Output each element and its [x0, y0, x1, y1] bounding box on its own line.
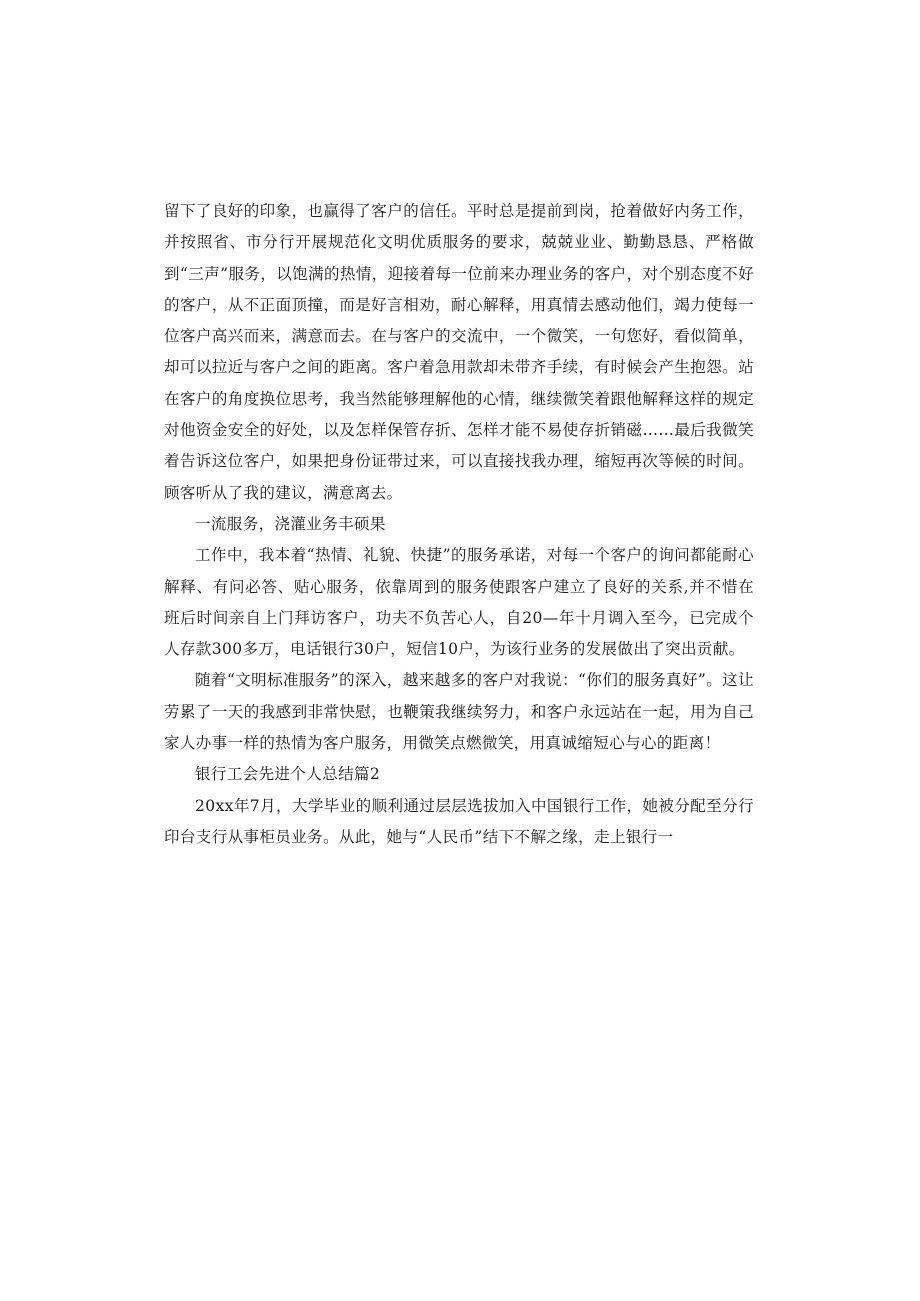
- body-paragraph-1: 留下了良好的印象，也赢得了客户的信任。平时总是提前到岗，抢着做好内务工作，并按照省、市分行开展规范化文明优质服务的要求，兢兢业业、勤勤恳恳、严格做到“三声”服务，以饱满的热情，迎接着每一位前来办理业务的客户，对个别态度不好的客户，从不正面顶撞，而是好言相劝，耐心解释，用真情去感动他们，竭力使每一位客户高兴而来，满意而去。在与客户的交流中，一个微笑，一句您好，看似简单，却可以拉近与客户之间的距离。客户着急用款却未带齐手续，有时候会产生抱怨。站在客户的角度换位思考，我当然能够理解他的心情，继续微笑着跟他解释这样的规定对他资金安全的好处，以及怎样保管存折、怎样才能不易使存折销磁……最后我微笑着告诉这位客户，如果把身份证带过来，可以直接找我办理，缩短再次等候的时间。顾客听从了我的建议，满意离去。: [164, 202, 754, 502]
- section-heading-service: 一流服务，浇灌业务丰硕果: [195, 514, 386, 533]
- section-heading-article-2: 银行工会先进个人总结篇2: [195, 765, 381, 784]
- body-paragraph-4: 20xx年7月，大学毕业的顺利通过层层选拔加入中国银行工作，她被分配至分行印台支行从事柜员业务。从此，她与“人民币”结下不解之缘，走上银行一: [164, 796, 754, 846]
- body-paragraph-2: 工作中，我本着“热情、礼貌、快捷”的服务承诺，对每一个客户的询问都能耐心解释、有问必答、贴心服务，依靠周到的服务使跟客户建立了良好的关系,并不惜在班后时间亲自上门拜访客户，功夫不负苦心人，自20—年十月调入至今，已完成个人存款300多万，电话银行30户，短信10户，为该行业务的发展做出了突出贡献。: [164, 546, 754, 659]
- document-page: [164, 196, 754, 853]
- body-paragraph-3: 随着“文明标准服务”的深入，越来越多的客户对我说：“你们的服务真好”。这让劳累了一天的我感到非常快慰，也鞭策我继续努力，和客户永远站在一起，用为自己家人办事一样的热情为客户服务，用微笑点燃微笑，用真诚缩短心与心的距离！: [164, 671, 754, 753]
